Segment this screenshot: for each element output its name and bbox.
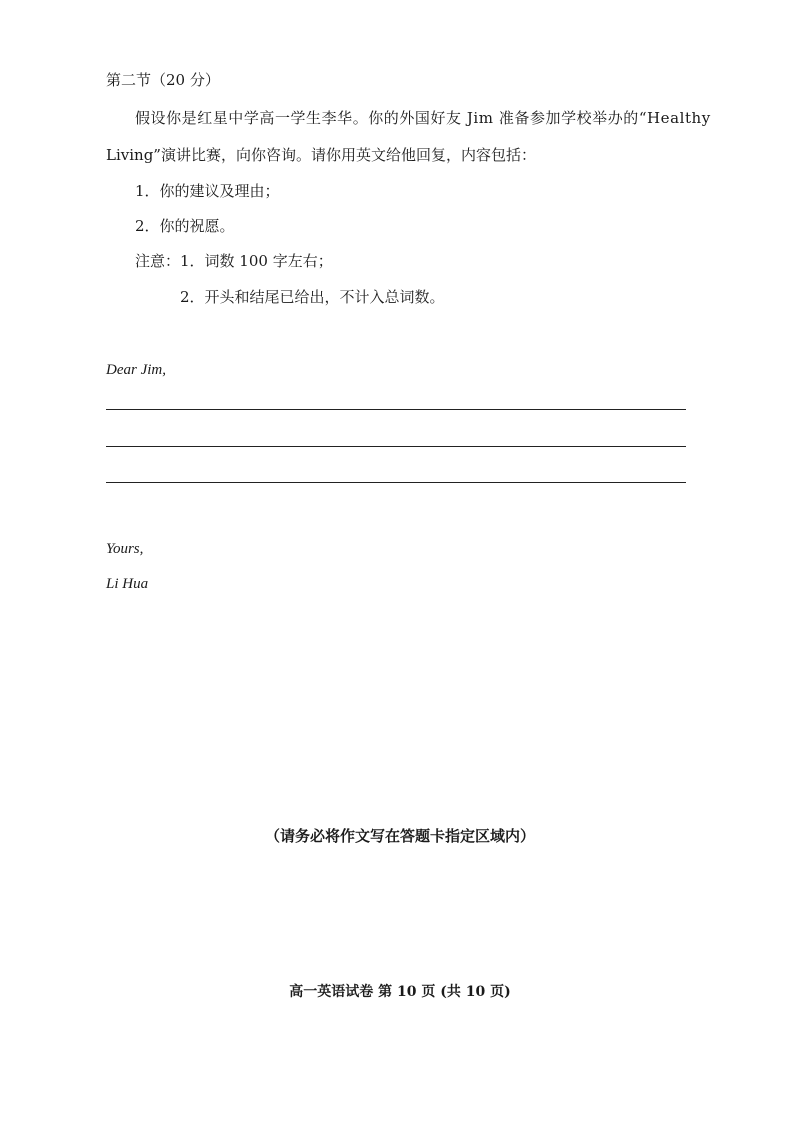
notes-line-1: 注意：1．词数 100 字左右； <box>135 252 333 270</box>
prompt-line-2: Living”演讲比赛，向你咨询。请你用英文给他回复，内容包括： <box>106 146 536 164</box>
letter-salutation: Dear Jim, <box>106 362 166 378</box>
prompt-line-1: 假设你是红星中学高一学生李华。你的外国好友 Jim 准备参加学校举办的“Healthy <box>135 109 711 127</box>
writing-line-2 <box>106 446 686 447</box>
writing-line-1 <box>106 409 686 410</box>
content-item-2: 2．你的祝愿。 <box>135 217 235 235</box>
page-footer: 高一英语试卷 第 10 页 (共 10 页) <box>289 984 511 1000</box>
content-item-1: 1．你的建议及理由； <box>135 182 280 200</box>
section-heading: 第二节（20 分） <box>106 71 220 89</box>
notes-line-2: 2．开头和结尾已给出，不计入总词数。 <box>180 288 445 306</box>
writing-line-3 <box>106 482 686 483</box>
letter-closing: Yours, <box>106 541 144 557</box>
letter-signature: Li Hua <box>106 576 149 592</box>
answer-sheet-instruction: （请务必将作文写在答题卡指定区域内） <box>264 827 535 845</box>
